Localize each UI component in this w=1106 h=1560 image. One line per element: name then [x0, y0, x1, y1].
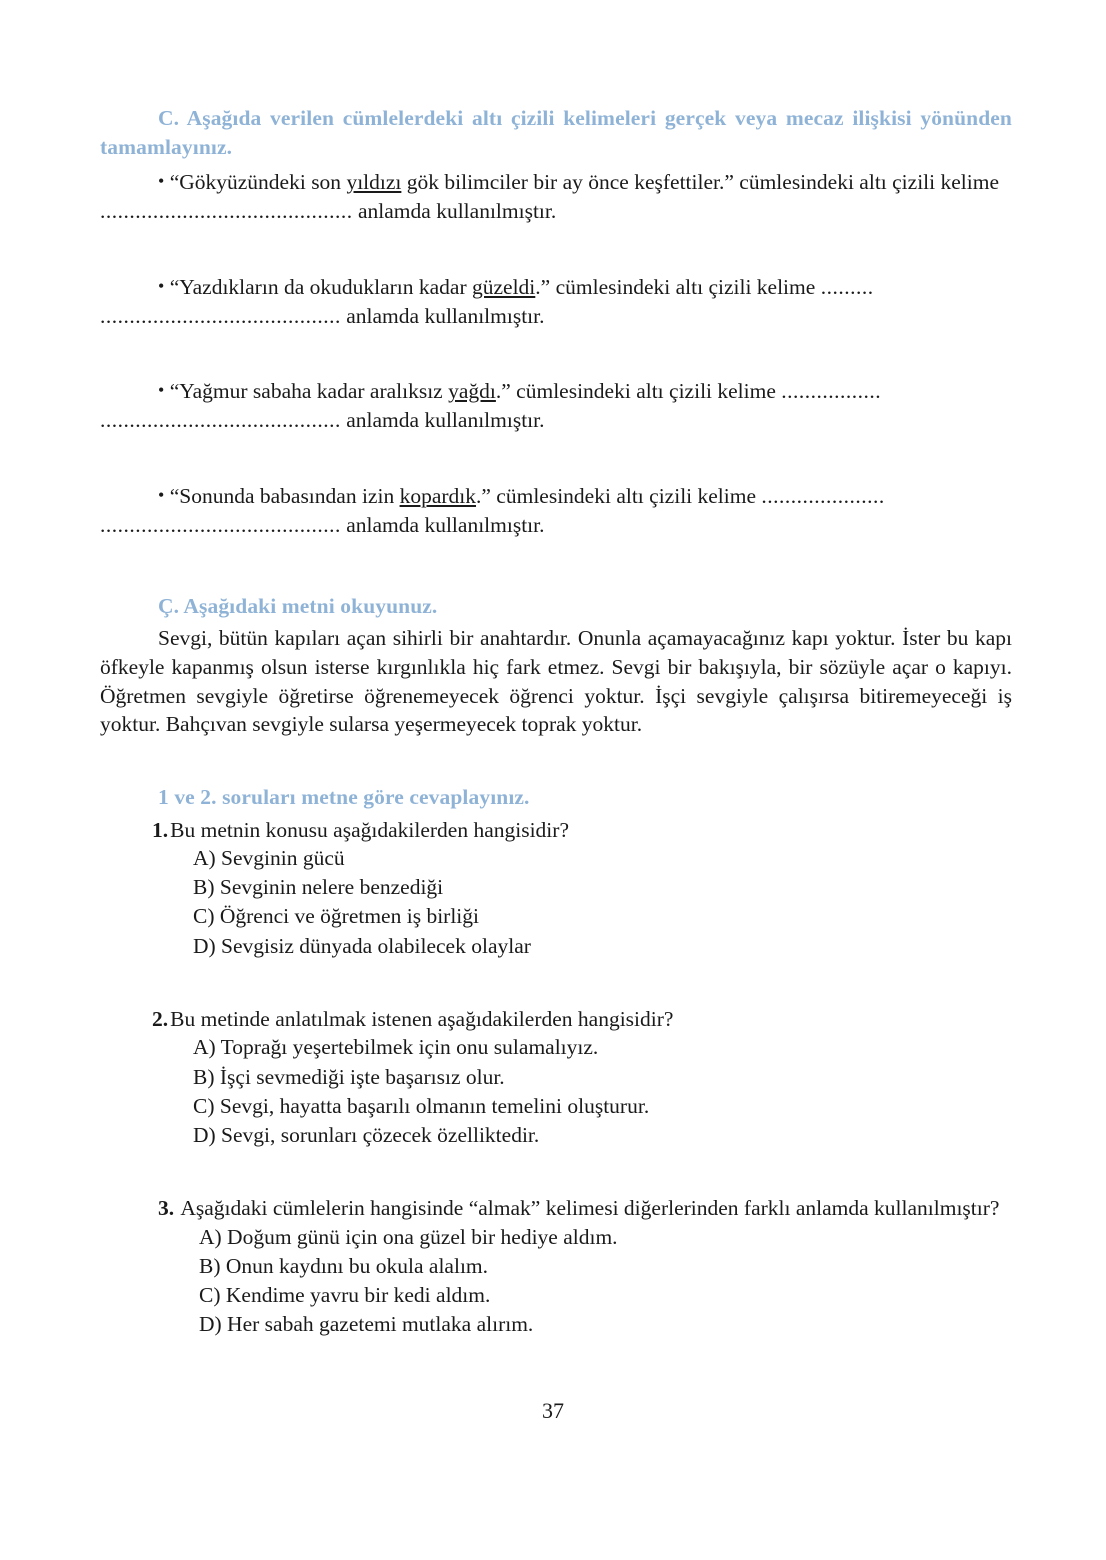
question-2-option-d[interactable]: D) Sevgi, sorunları çözecek özelliktedir. — [193, 1122, 540, 1147]
bullet-4-answer-blank-line1[interactable]: ..................... — [761, 483, 885, 508]
question-3 — [100, 1194, 1012, 1223]
bullet-4-tail: anlamda kullanılmıştır. — [340, 512, 545, 537]
question-3-option-d[interactable]: D) Her sabah gazetemi mutlaka alırım. — [199, 1311, 534, 1336]
bullet-icon: • — [158, 380, 165, 401]
question-3-option-a[interactable]: A) Doğum günü için ona güzel bir hediye aldım. — [199, 1224, 618, 1249]
bullet-3-lead: “Yağmur sabaha kadar aralıksız — [169, 379, 449, 404]
question-3-option-c[interactable]: C) Kendime yavru bir kedi aldım. — [199, 1282, 491, 1307]
bullet-4-middle: .” cümlesindeki altı çizili kelime — [476, 483, 762, 508]
question-2-option-b[interactable]: B) İşçi sevmediği işte başarısız olur. — [193, 1064, 505, 1089]
questions-intro-heading: 1 ve 2. soruları metne göre cevaplayınız. — [158, 784, 530, 809]
bullet-2-lead: “Yazdıkların da okudukların kadar — [169, 274, 472, 299]
question-2 — [100, 1005, 1012, 1034]
question-1 — [100, 816, 1012, 845]
bullet-4-underlined-word: kopardık — [399, 483, 477, 508]
bullet-3-answer-blank-line1[interactable]: ................. — [781, 379, 882, 404]
question-1-option-a[interactable]: A) Sevginin gücü — [193, 846, 345, 871]
question-3-option-b[interactable]: B) Onun kaydını bu okula alalım. — [199, 1253, 489, 1278]
bullet-1-middle: gök bilimciler bir ay önce keşfettiler.” cümlesindeki altı çizili kelime — [401, 170, 999, 195]
bullet-4-lead: “Sonunda babasından izin — [169, 483, 400, 508]
bullet-3-answer-blank-line2[interactable]: ......................................... — [100, 408, 341, 433]
bullet-3-tail: anlamda kullanılmıştır. — [340, 408, 545, 433]
section-c-cedilla-heading: Ç. Aşağıdaki metni okuyunuz. — [158, 593, 438, 618]
bullet-item-4 — [100, 482, 1012, 540]
question-2-option-a[interactable]: A) Toprağı yeşertebilmek için onu sulamalıyız. — [193, 1035, 599, 1060]
page-number: 37 — [542, 1398, 564, 1423]
question-2-text: Bu metinde anlatılmak istenen aşağıdakilerden hangisidir? — [170, 1006, 674, 1031]
question-3-number: 3. — [158, 1195, 175, 1220]
question-1-number: 1. — [152, 817, 169, 842]
bullet-2-tail: anlamda kullanılmıştır. — [340, 303, 545, 328]
bullet-2-answer-blank-line2[interactable]: ......................................... — [100, 303, 341, 328]
question-2-number: 2. — [152, 1006, 169, 1031]
bullet-2-middle: .” cümlesindeki altı çizili kelime — [535, 274, 821, 299]
bullet-icon: • — [158, 484, 165, 505]
bullet-icon: • — [158, 275, 165, 296]
bullet-item-2 — [100, 273, 1012, 331]
bullet-4-answer-blank-line2[interactable]: ......................................... — [100, 512, 341, 537]
bullet-item-3 — [100, 377, 1012, 435]
section-c-heading: C. Aşağıda verilen cümlelerdeki altı çizili kelimeleri gerçek veya mecaz ilişkisi yönünden tamamlayınız. — [100, 106, 1012, 159]
question-1-text: Bu metnin konusu aşağıdakilerden hangisidir? — [170, 817, 569, 842]
bullet-3-underlined-word: yağdı — [448, 379, 496, 404]
bullet-1-answer-blank[interactable]: ........................................... — [100, 198, 353, 223]
bullet-2-answer-blank-line1[interactable]: ......... — [820, 274, 874, 299]
question-2-option-c[interactable]: C) Sevgi, hayatta başarılı olmanın temelini oluşturur. — [193, 1093, 650, 1118]
bullet-3-middle: .” cümlesindeki altı çizili kelime — [495, 379, 782, 404]
bullet-1-lead: “Gökyüzündeki son — [169, 170, 347, 195]
question-1-option-b[interactable]: B) Sevginin nelere benzediği — [193, 875, 444, 900]
bullet-1-underlined-word: yıldızı — [346, 170, 402, 195]
question-1-option-d[interactable]: D) Sevgisiz dünyada olabilecek olaylar — [193, 933, 531, 958]
bullet-1-tail: anlamda kullanılmıştır. — [352, 198, 557, 223]
bullet-item-1 — [100, 168, 1012, 226]
bullet-icon: • — [158, 171, 165, 192]
question-3-text: Aşağıdaki cümlelerin hangisinde “almak” kelimesi diğerlerinden farklı anlamda kullanılmıştır? — [180, 1195, 1000, 1220]
question-1-option-c[interactable]: C) Öğrenci ve öğretmen iş birliği — [193, 904, 479, 929]
page-content — [100, 104, 1012, 1339]
bullet-2-underlined-word: güzeldi — [472, 274, 536, 299]
reading-passage: Sevgi, bütün kapıları açan sihirli bir anahtardır. Onunla açamayacağınız kapı yoktur. İster bu kapı öfkeyle kapanmış olsun isterse kırgınlıkla hiç fark etmez. Sevgi bir bakışıyla, bir sözüyle açar o kapıyı. Öğretmen sevgiyle öğretirse öğrenemeyecek öğrenci yoktur. İşçi sevgiyle çalışırsa bitiremeyeceği iş yoktur. Bahçıvan sevgiyle sularsa yeşermeyecek toprak yoktur. — [100, 626, 1012, 737]
